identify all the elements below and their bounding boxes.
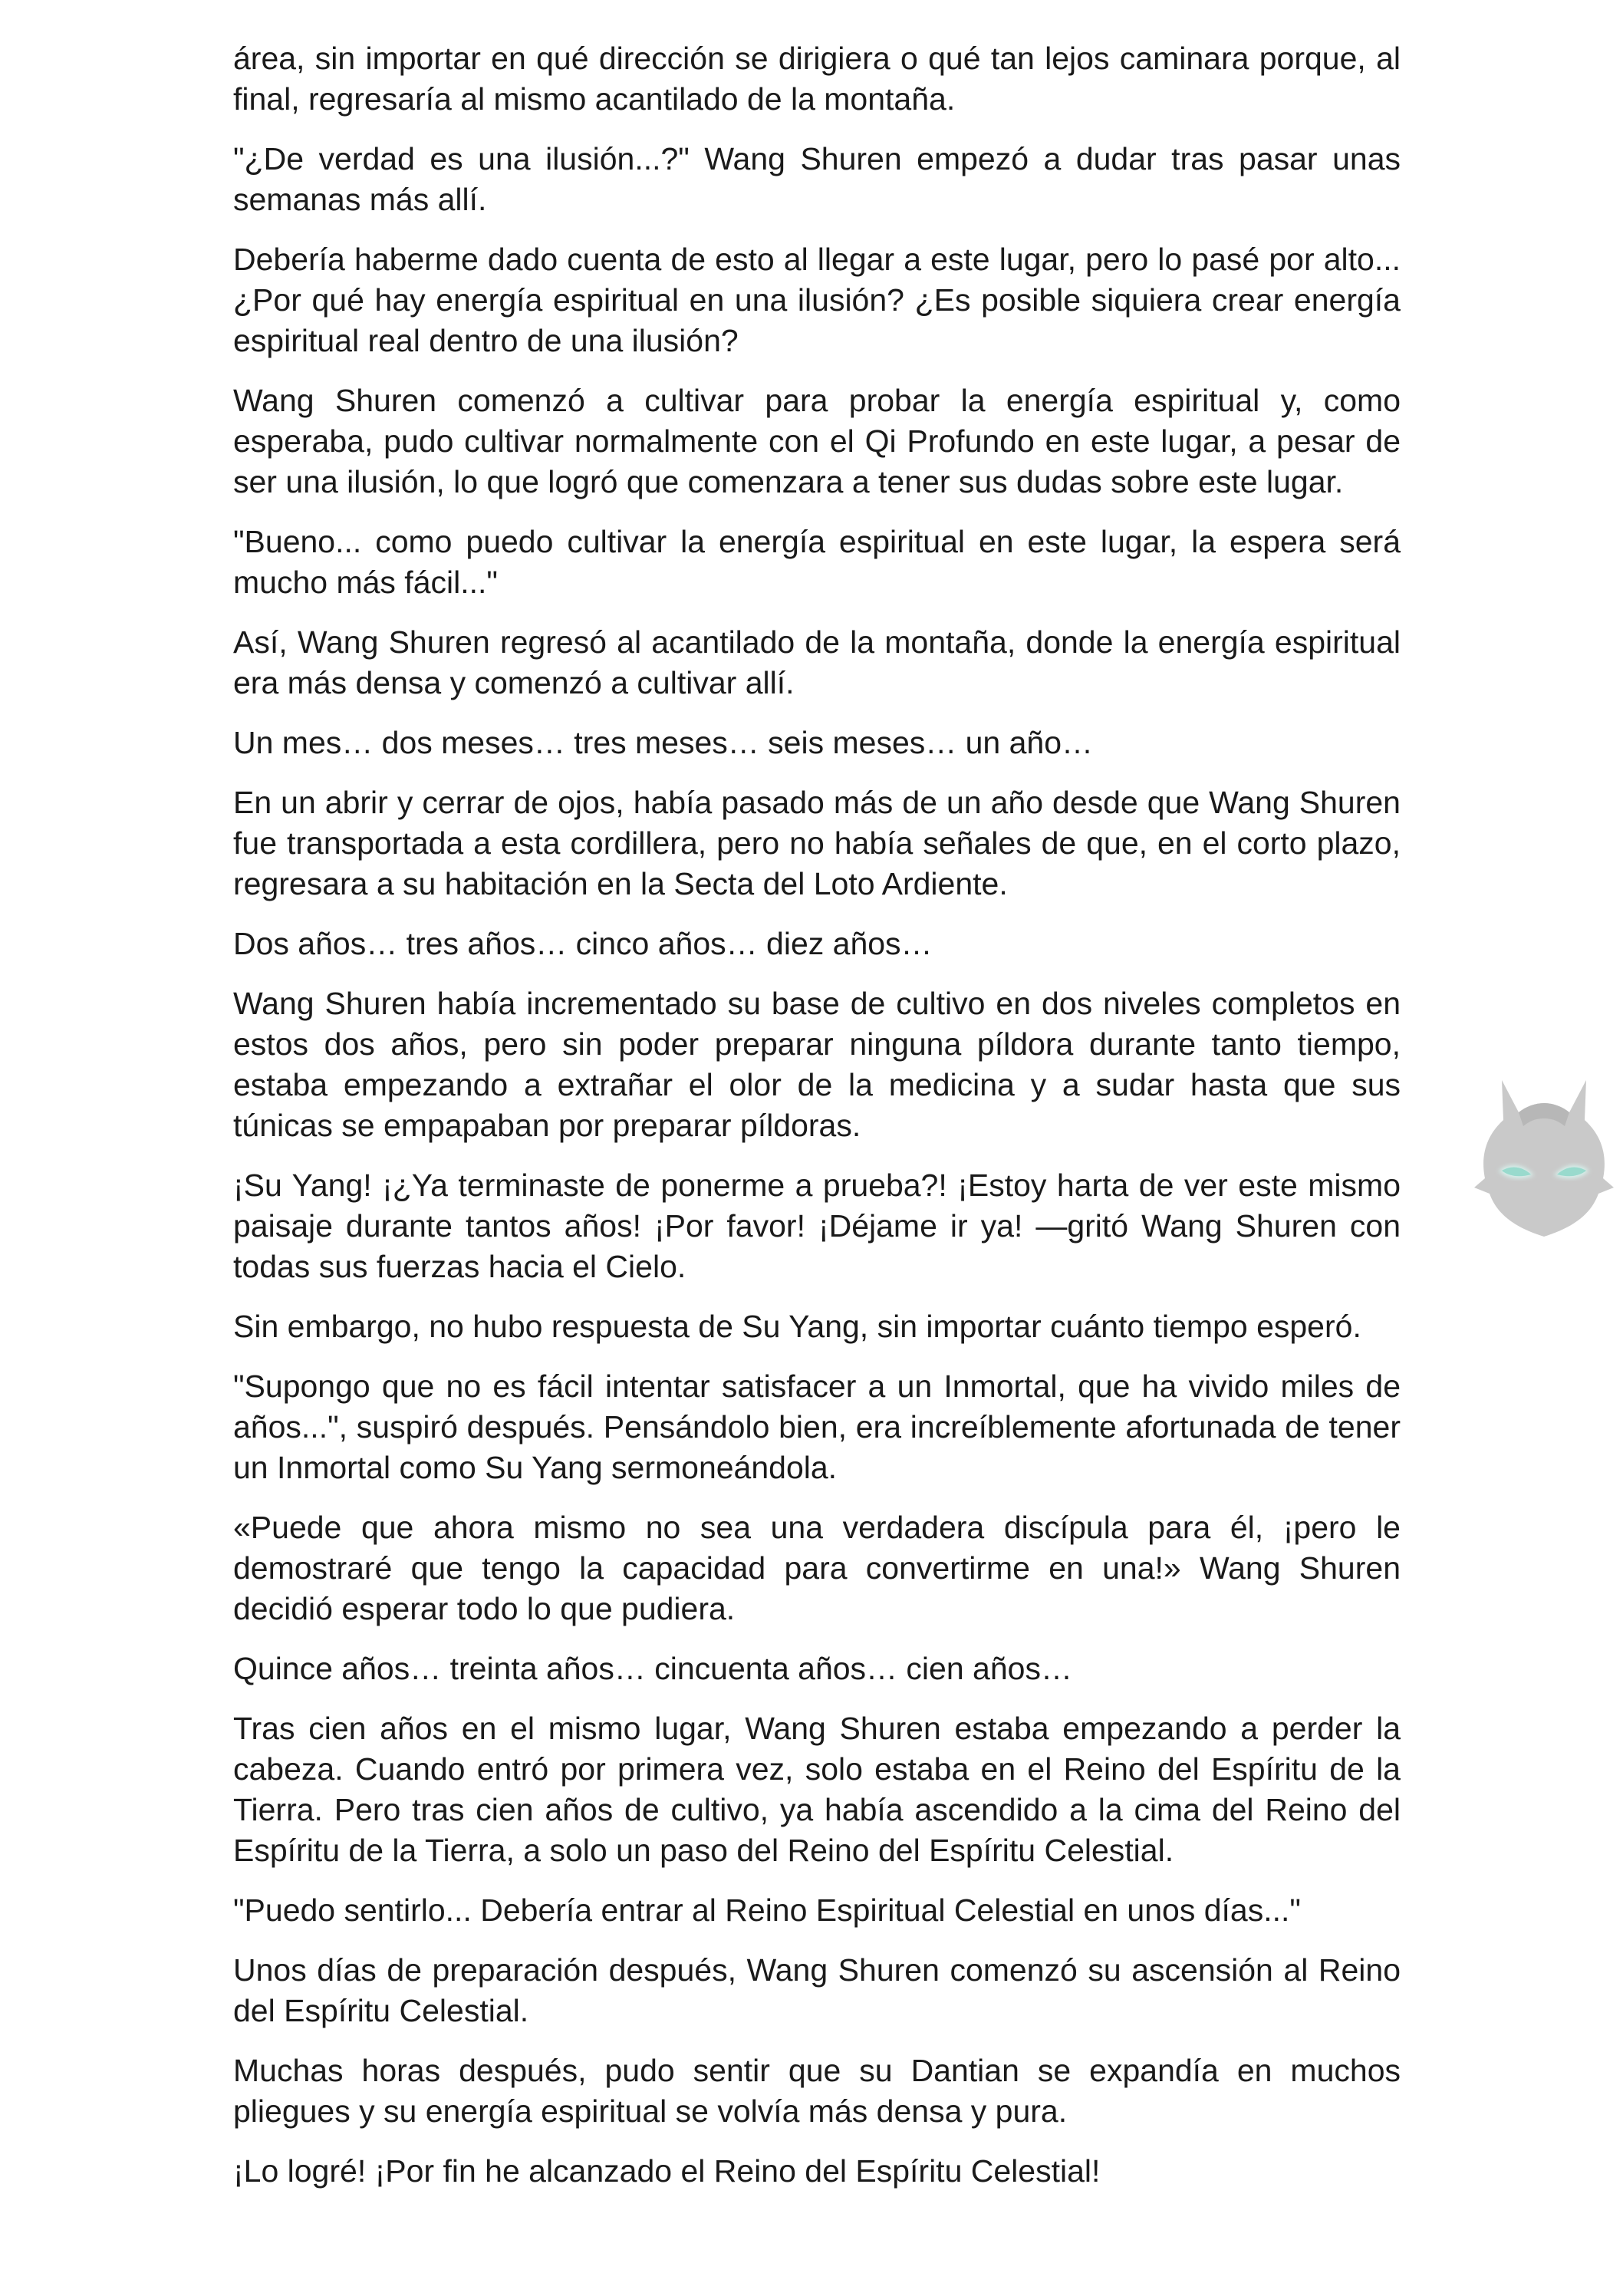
paragraph: Muchas horas después, pudo sentir que su Dantian se expandía en muchos pliegues y su energía espiritual se volvía más densa y pura. bbox=[233, 2053, 1401, 2129]
paragraph: Así, Wang Shuren regresó al acantilado de la montaña, donde la energía espiritual era más densa y comenzó a cultivar allí. bbox=[233, 624, 1401, 700]
paragraph: Wang Shuren comenzó a cultivar para probar la energía espiritual y, como esperaba, pudo cultivar normalmente con el Qi Profundo en este lugar, a pesar de ser una ilusión, lo que logró que comenzara a tener sus dudas sobre este lugar. bbox=[233, 383, 1401, 499]
paragraph: "Puedo sentirlo... Debería entrar al Reino Espiritual Celestial en unos días..." bbox=[233, 1892, 1301, 1928]
paragraph: Debería haberme dado cuenta de esto al llegar a este lugar, pero lo pasé por alto... ¿Por qué hay energía espiritual en una ilusión? ¿Es posible siquiera crear energía espiritual real dentro de una ilusión? bbox=[233, 242, 1401, 358]
paragraph: ¡Lo logré! ¡Por fin he alcanzado el Reino del Espíritu Celestial! bbox=[233, 2153, 1101, 2189]
paragraph: "¿De verdad es una ilusión...?" Wang Shuren empezó a dudar tras pasar unas semanas más allí. bbox=[233, 141, 1401, 217]
paragraph: Dos años… tres años… cinco años… diez años… bbox=[233, 926, 933, 961]
paragraph: En un abrir y cerrar de ojos, había pasado más de un año desde que Wang Shuren fue transportada a esta cordillera, pero no había señales de que, en el corto plazo, regresara a su habitación en la Secta del Loto Ardiente. bbox=[233, 785, 1401, 901]
paragraph: Tras cien años en el mismo lugar, Wang Shuren estaba empezando a perder la cabeza. Cuando entró por primera vez, solo estaba en el Reino del Espíritu de la Tierra. Pero tras cien años de cultivo, ya había ascendido a la cima del Reino del Espíritu de la Tierra, a solo un paso del Reino del Espíritu Celestial. bbox=[233, 1711, 1401, 1868]
paragraph: "Bueno... como puedo cultivar la energía espiritual en este lugar, la espera será mucho más fácil..." bbox=[233, 524, 1401, 600]
paragraph: área, sin importar en qué dirección se dirigiera o qué tan lejos caminara porque, al final, regresaría al mismo acantilado de la montaña. bbox=[233, 41, 1401, 117]
paragraph: Quince años… treinta años… cincuenta años… cien años… bbox=[233, 1651, 1072, 1686]
document-page bbox=[233, 38, 1401, 2211]
paragraph: «Puede que ahora mismo no sea una verdadera discípula para él, ¡pero le demostraré que tengo la capacidad para convertirme en una!» Wang Shuren decidió esperar todo lo que pudiera. bbox=[233, 1510, 1401, 1626]
paragraph: Un mes… dos meses… tres meses… seis meses… un año… bbox=[233, 725, 1094, 760]
paragraph: Unos días de preparación después, Wang Shuren comenzó su ascensión al Reino del Espíritu Celestial. bbox=[233, 1952, 1401, 2028]
paragraph: Sin embargo, no hubo respuesta de Su Yang, sin importar cuánto tiempo esperó. bbox=[233, 1309, 1361, 1344]
paragraph: "Supongo que no es fácil intentar satisfacer a un Inmortal, que ha vivido miles de años...", suspiró después. Pensándolo bien, era increíblemente afortunada de tener un Inmortal como Su Yang sermoneándola. bbox=[233, 1369, 1401, 1485]
paragraph: ¡Su Yang! ¡¿Ya terminaste de ponerme a prueba?! ¡Estoy harta de ver este mismo paisaje durante tantos años! ¡Por favor! ¡Déjame ir ya! —gritó Wang Shuren con todas sus fuerzas hacia el Cielo. bbox=[233, 1168, 1401, 1284]
demon-head-icon bbox=[1471, 1072, 1617, 1241]
paragraph: Wang Shuren había incrementado su base de cultivo en dos niveles completos en estos dos años, pero sin poder preparar ninguna píldora durante tanto tiempo, estaba empezando a extrañar el olor de la medicina y a sudar hasta que sus túnicas se empapaban por preparar píldoras. bbox=[233, 986, 1401, 1143]
